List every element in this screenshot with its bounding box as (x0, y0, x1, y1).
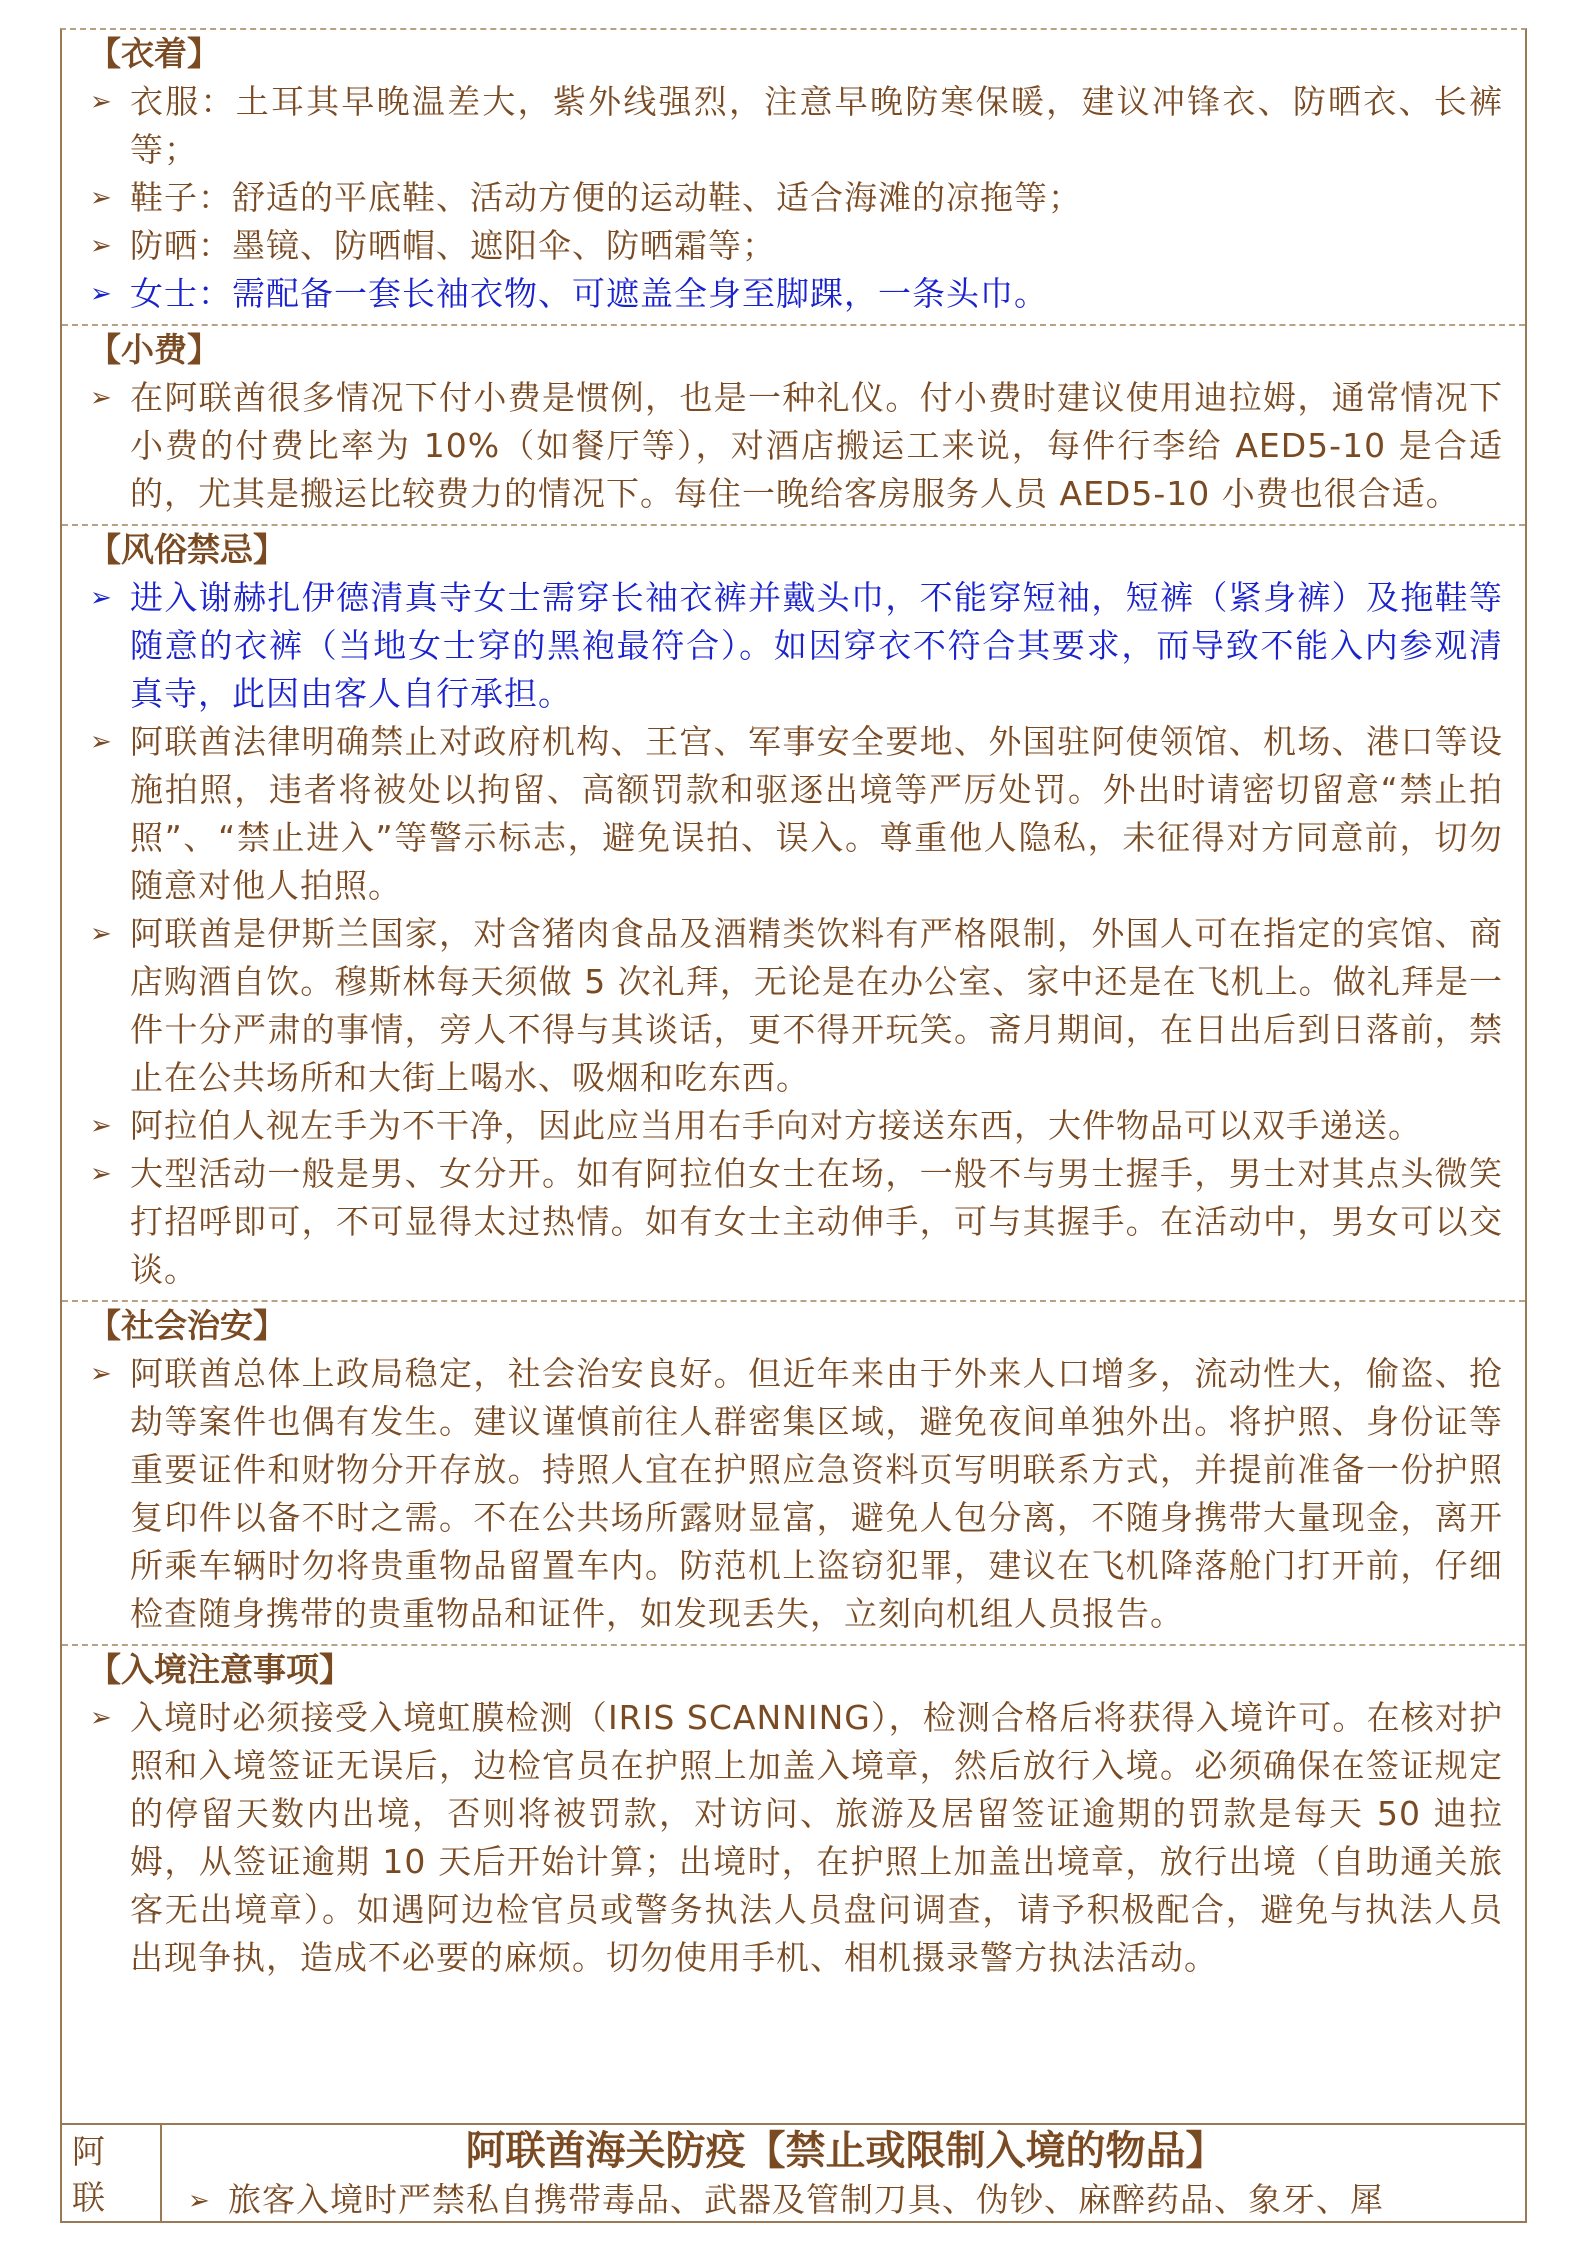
item-text: 大型活动一般是男、女分开。如有阿拉伯女士在场，一般不与男士握手，男士对其点头微笑打招呼即可，不可显得太过热情。如有女士主动伸手，可与其握手。在活动中，男女可以交谈。 (130, 1154, 1503, 1289)
item-text: 阿联酋总体上政局稳定，社会治安良好。但近年来由于外来人口增多，流动性大，偷盗、抢劫等案件也偶有发生。建议谨慎前往人群密集区域，避免夜间单独外出。将护照、身份证等重要证件和财物分开存放。持照人宜在护照应急资料页写明联系方式，并提前准备一份护照复印件以备不时之需。不在公共场所露财显富，避免人包分离，不随身携带大量现金，离开所乘车辆时勿将贵重物品留置车内。防范机上盗窃犯罪，建议在飞机降落舱门打开前，仔细检查随身携带的贵重物品和证件，如发现丢失，立刻向机组人员报告。 (130, 1354, 1503, 1633)
list-item-highlighted (82, 574, 1503, 718)
item-text: 入境时必须接受入境虹膜检测（IRIS SCANNING），检测合格后将获得入境许可。在核对护照和入境签证无误后，边检官员在护照上加盖入境章，然后放行入境。必须确保在签证规定的停留天数内出境，否则将被罚款，对访问、旅游及居留签证逾期的罚款是每天 50 迪拉姆，从签证逾期 10 天后开始计算；出境时，在护照上加盖出境章，放行出境（自助通关旅客无出境章）。如遇阿边检官员或警务执法人员盘问调查，请予积极配合，避免与执法人员出现争执，造成不必要的麻烦。切勿使用手机、相机摄录警方执法活动。 (130, 1698, 1503, 1977)
item-text: 进入谢赫扎伊德清真寺女士需穿长袖衣裤并戴头巾，不能穿短袖，短裤（紧身裤）及拖鞋等随意的衣裤（当地女士穿的黑袍最符合）。如因穿衣不符合其要求，而导致不能入内参观清真寺，此因由客人自行承担。 (130, 578, 1503, 713)
section-title: 【入境注意事项】 (88, 1650, 352, 1689)
list-item (180, 2177, 1511, 2223)
table-main-cell (162, 2125, 1525, 2221)
list-item (82, 1350, 1503, 1638)
item-text: 衣服：土耳其早晚温差大，紫外线强烈，注意早晚防寒保暖，建议冲锋衣、防晒衣、长裤等； (130, 82, 1503, 169)
item-text: 阿联酋法律明确禁止对政府机构、王宫、军事安全要地、外国驻阿使领馆、机场、港口等设施拍照，违者将被处以拘留、高额罚款和驱逐出境等严厉处罚。外出时请密切留意“禁止拍照”、“禁止进入”等警示标志，避免误拍、误入。尊重他人隐私，未征得对方同意前，切勿随意对他人拍照。 (130, 722, 1503, 905)
arrow-bullet-icon: ➢ (90, 919, 113, 949)
list-item (82, 910, 1503, 1102)
arrow-bullet-icon: ➢ (90, 727, 113, 757)
section-title: 【风俗禁忌】 (88, 530, 286, 569)
section-title: 【小费】 (88, 330, 220, 369)
section-title: 【衣着】 (88, 34, 220, 73)
arrow-bullet-icon: ➢ (90, 1359, 113, 1389)
arrow-bullet-icon: ➢ (90, 231, 113, 261)
table-side-label (62, 2125, 162, 2221)
list-item (82, 1102, 1503, 1150)
section-public-security (62, 1302, 1525, 1646)
arrow-bullet-icon: ➢ (90, 279, 113, 309)
arrow-bullet-icon: ➢ (90, 1159, 113, 1189)
list-item (82, 78, 1503, 174)
section-customs-taboos (62, 526, 1525, 1302)
item-text: 防晒：墨镜、防晒帽、遮阳伞、防晒霜等； (130, 226, 776, 265)
section-entry-notes (62, 1646, 1525, 1988)
arrow-bullet-icon: ➢ (90, 1111, 113, 1141)
arrow-bullet-icon: ➢ (90, 183, 113, 213)
list-item (82, 174, 1503, 222)
customs-table (60, 2123, 1527, 2223)
side-label-line: 联 (72, 2178, 105, 2217)
item-text: 鞋子：舒适的平底鞋、活动方便的运动鞋、适合海滩的凉拖等； (130, 178, 1082, 217)
list-item (82, 222, 1503, 270)
content-frame (60, 28, 1527, 2123)
item-text: 阿拉伯人视左手为不干净，因此应当用右手向对方接送东西，大件物品可以双手递送。 (130, 1106, 1422, 1145)
arrow-bullet-icon: ➢ (90, 87, 113, 117)
section-tipping (62, 326, 1525, 526)
list-item (82, 1694, 1503, 1982)
list-item-highlighted (82, 270, 1503, 318)
list-item (82, 374, 1503, 518)
table-title: 阿联酋海关防疫【禁止或限制入境的物品】 (465, 2128, 1226, 2174)
item-text: 阿联酋是伊斯兰国家，对含猪肉食品及酒精类饮料有严格限制，外国人可在指定的宾馆、商店购酒自饮。穆斯林每天须做 5 次礼拜，无论是在办公室、家中还是在飞机上。做礼拜是一件十分严肃的事情，旁人不得与其谈话，更不得开玩笑。斋月期间，在日出后到日落前，禁止在公共场所和大街上喝水、吸烟和吃东西。 (130, 914, 1503, 1097)
arrow-bullet-icon: ➢ (90, 383, 113, 413)
section-title: 【社会治安】 (88, 1306, 286, 1345)
arrow-bullet-icon: ➢ (90, 583, 113, 613)
item-text: 女士：需配备一套长袖衣物、可遮盖全身至脚踝，一条头巾。 (130, 274, 1048, 313)
list-item (82, 1150, 1503, 1294)
arrow-bullet-icon: ➢ (188, 2186, 211, 2216)
side-label-line: 阿 (72, 2132, 105, 2171)
list-item (82, 718, 1503, 910)
arrow-bullet-icon: ➢ (90, 1703, 113, 1733)
item-text: 旅客入境时严禁私自携带毒品、武器及管制刀具、伪钞、麻醉药品、象牙、犀 (228, 2180, 1384, 2219)
section-clothing (62, 30, 1525, 326)
item-text: 在阿联酋很多情况下付小费是惯例，也是一种礼仪。付小费时建议使用迪拉姆，通常情况下小费的付费比率为 10%（如餐厅等），对酒店搬运工来说，每件行李给 AED5-10 是合适的，尤其是搬运比较费力的情况下。每住一晚给客房服务人员 AED5-10 小费也很合适。 (130, 378, 1503, 513)
